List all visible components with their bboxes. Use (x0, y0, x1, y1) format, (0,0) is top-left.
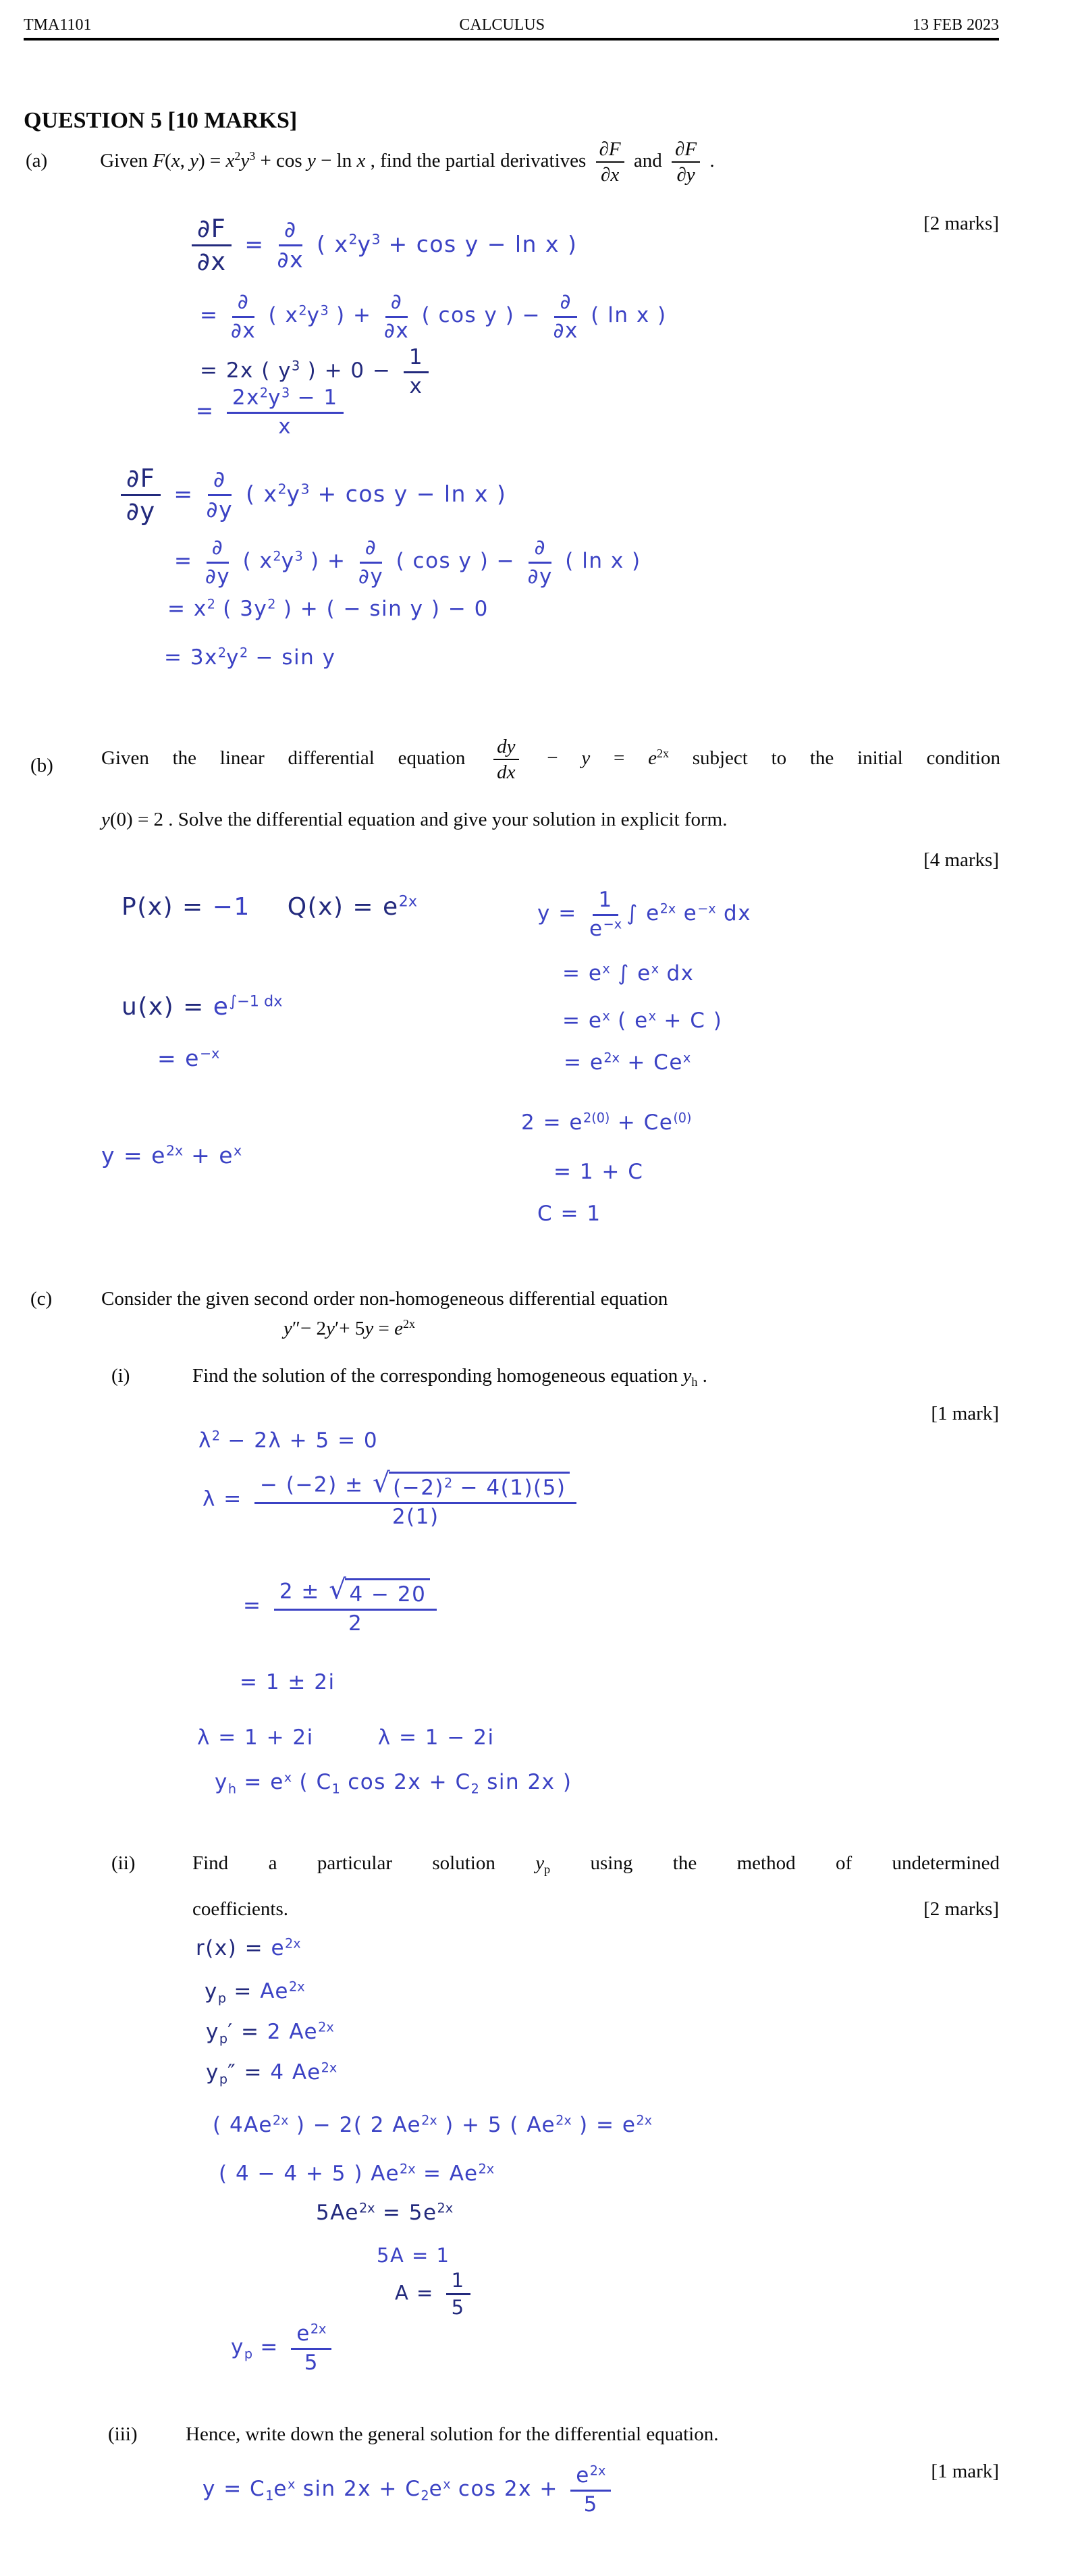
part-c-ii-text-line-2: coefficients. (192, 1898, 288, 1920)
work-ci-roots-pair-line: λ = 1 + 2i λ = 1 − 2i (197, 1725, 495, 1750)
work-b-integral-line-2: = ex ∫ ex dx (562, 961, 695, 986)
part-b-question-line-2: y(0) = 2 . Solve the differential equation and give your solution in explicit form. (101, 809, 728, 830)
work-b-initial-condition-line: 2 = e2(0) + Ce(0) (521, 1110, 692, 1135)
part-c-i-label: (i) (111, 1365, 130, 1387)
work-a-dfdx-line-4: = $\frac{2x2y3 - 1}{x}$ (196, 386, 348, 438)
work-a-dfdy-line-2: = ∂ ∂y ( x2y3 ) + ∂ ∂y ( cos y ) − ∂ ∂y ( ln x ) (174, 535, 641, 589)
header-course-title: CALCULUS (459, 16, 545, 34)
part-b-question-line-1: Given the linear differential equation $\frac{dy}{dx}$ − y = e2x subject to the initial condition (101, 736, 1000, 784)
part-a-question-text: Given F(x, y) = x2y3 + cos y − ln x , find the partial derivatives $\frac{\partial F}{\partial x}$ and $\frac{\partial F}{\partial y}$ . (100, 138, 715, 186)
work-cii-yp-line: yp = Ae2x (205, 1979, 305, 2006)
work-cii-5a-equals-1-line: 5A = 1 (377, 2244, 450, 2267)
header-course-code: TMA1101 (24, 16, 92, 34)
part-a-label: (a) (26, 150, 48, 172)
work-ci-characteristic-line: λ2 − 2λ + 5 = 0 (198, 1428, 379, 1453)
work-ci-homogeneous-solution-line: yh = ex ( C1 cos 2x + C2 sin 2x ) (215, 1769, 572, 1797)
work-cii-rx-line: r(x) = e2x (196, 1935, 301, 1960)
part-c-iii-label: (iii) (108, 2423, 138, 2445)
part-a-marks: [2 marks] (923, 213, 999, 234)
part-c-i-text: Find the solution of the corresponding homogeneous equation yh . (192, 1365, 707, 1389)
part-c-ii-text-line-1: Find a particular solution yp using the method of undetermined (192, 1852, 1000, 1876)
part-c-equation: y″− 2y′+ 5y = e2x (284, 1317, 415, 1339)
work-ci-roots-line: = 1 ± 2i (240, 1670, 335, 1694)
work-ci-simplify-line: = 2 ± √ 4 − 20 2 (243, 1578, 441, 1635)
page-header (24, 16, 999, 41)
work-a-dfdx-line-2: = ∂ ∂x ( x2y3 ) + ∂ ∂x ( cos y ) − ∂ ∂x ( ln x ) (200, 290, 667, 343)
part-c-iii-text: Hence, write down the general solution for the differential equation. (186, 2423, 719, 2445)
work-b-ux-line: u(x) = e∫−1 dx (122, 992, 283, 1021)
part-c-i-marks: [1 mark] (931, 1403, 999, 1424)
work-cii-factor-line: ( 4 − 4 + 5 ) Ae2x = Ae2x (219, 2161, 495, 2186)
work-a-dfdy-line-4: = 3x2y2 − sin y (164, 645, 336, 670)
work-cii-substitution-line: ( 4Ae2x ) − 2( 2 Ae2x ) + 5 ( Ae2x ) = e2x (213, 2112, 652, 2137)
work-b-pq-line: P(x) = −1 Q(x) = e2x (122, 892, 418, 921)
work-b-integral-line-1: y = $\frac{1}{e-x}$ ∫ e2x e−x dx (537, 888, 752, 941)
part-c-label: (c) (30, 1288, 53, 1310)
work-a-dfdx-line-3: = 2x ( y3 ) + 0 − $\frac{1}{x}$ (200, 346, 433, 398)
work-b-constant-line: = 1 + C (554, 1160, 644, 1184)
work-cii-a-value-line: A = $\frac{1}{5}$ (395, 2270, 475, 2319)
part-b-label: (b) (30, 755, 53, 776)
work-a-dfdy-line-1: $\frac{\partial F}{\partial y}$ = ∂ ∂y ( x2y3 + cos y − ln x ) (116, 464, 506, 526)
work-b-integral-line-3: = ex ( ex + C ) (562, 1008, 723, 1033)
part-c-ii-marks: [2 marks] (923, 1898, 999, 1920)
part-c-iii-marks: [1 mark] (931, 2461, 999, 2482)
header-date: 13 FEB 2023 (912, 16, 999, 34)
work-a-dfdx-line-1: $\frac{\partial F}{\partial x}$ = ∂ ∂x ( x2y3 + cos y − ln x ) (187, 215, 577, 276)
work-ciii-general-solution-line: y = C1ex sin 2x + C2ex cos 2x + $\frac{e2x}{5}$ (202, 2464, 616, 2516)
work-a-dfdy-line-3: = x2 ( 3y2 ) + ( − sin y ) − 0 (167, 596, 489, 621)
work-b-final-solution-line: y = e2x + ex (101, 1142, 242, 1169)
part-c-ii-label: (ii) (111, 1852, 136, 1874)
work-ci-quadratic-formula-line: λ = − (−2) ± √ (−2)2 − 4(1)(5) 2(1) (202, 1472, 581, 1528)
work-b-integral-line-4: = e2x + Cex (564, 1050, 691, 1075)
part-b-marks: [4 marks] (923, 849, 999, 871)
part-a-question-row (26, 138, 715, 186)
work-b-constant-result-line: C = 1 (537, 1202, 601, 1226)
part-c-intro-text: Consider the given second order non-homogeneous differential equation (101, 1288, 668, 1310)
work-cii-yp-double-prime-line: yp″ = 4 Ae2x (206, 2060, 338, 2087)
question-title: QUESTION 5 [10 MARKS] (24, 108, 298, 133)
work-b-ux-result-line: = e−x (157, 1045, 220, 1071)
work-cii-5a-line: 5Ae2x = 5e2x (316, 2200, 454, 2225)
work-cii-particular-solution-line: yp = $\frac{e2x}{5}$ (231, 2322, 336, 2374)
work-cii-yp-prime-line: yp′ = 2 Ae2x (206, 2019, 334, 2047)
